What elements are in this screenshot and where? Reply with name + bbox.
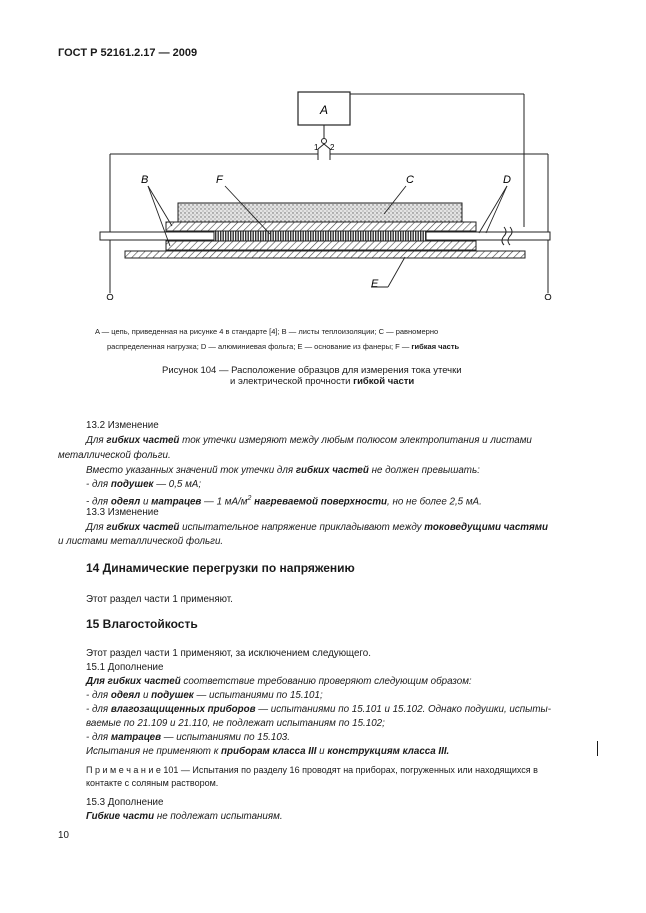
text: , но не более 2,5 мА. xyxy=(387,496,482,508)
text: - для xyxy=(86,496,111,508)
text: — 1 мА/м xyxy=(201,496,248,508)
term: гибких частей xyxy=(107,676,181,687)
switch-label-2: 2 xyxy=(330,143,335,152)
term: нагреваемой поверхности xyxy=(251,496,388,508)
term: токоведущими частями xyxy=(424,522,548,533)
paragraph xyxy=(86,809,283,824)
label-f: F xyxy=(216,174,223,186)
load-c xyxy=(178,203,462,222)
insulation-top xyxy=(166,222,476,231)
term: гибких частей xyxy=(295,465,369,476)
text: - для xyxy=(86,479,111,490)
switch-label-1: 1 xyxy=(314,143,319,152)
term: приборам класса III xyxy=(221,746,317,757)
text: и xyxy=(140,690,152,701)
paragraph: металлической фольги. xyxy=(58,450,171,461)
figure-legend-line xyxy=(107,339,459,354)
text: не должен превышать: xyxy=(368,465,480,476)
term: матрацев xyxy=(151,496,202,508)
subclause-title: 15.3 Дополнение xyxy=(86,797,164,808)
paragraph xyxy=(86,463,480,478)
term: влагозащищенных приборов xyxy=(110,704,256,715)
note: контакте с соляным раствором. xyxy=(86,778,219,788)
subclause-title: 13.2 Изменение xyxy=(86,420,159,431)
label-b: B xyxy=(141,174,149,186)
leader-line xyxy=(486,186,507,233)
text: Для xyxy=(86,522,107,533)
term: Для xyxy=(86,676,108,687)
flexible-part-f xyxy=(214,231,426,241)
text: — испытаниями по 15.101; xyxy=(193,690,323,701)
paragraph: Этот раздел части 1 применяют, за исключением следующего. xyxy=(86,648,371,659)
text: Испытания не применяют к xyxy=(86,746,222,757)
list-item xyxy=(86,730,290,745)
paragraph xyxy=(86,674,472,689)
section-heading: 15 Влагостойкость xyxy=(86,617,198,631)
terminal xyxy=(545,294,551,300)
text: ток утечки измеряют между любым полюсом электропитания и листами xyxy=(179,435,532,446)
text: испытательное напряжение прикладывают между xyxy=(179,522,425,533)
term: конструкциям класса III. xyxy=(327,746,450,757)
text: — испытаниями по 15.101 и 15.102. Однако подушки, испыты- xyxy=(255,704,551,715)
caption-term: гибкой части xyxy=(353,376,415,387)
circuit-box-label: A xyxy=(319,103,329,117)
section-heading: 14 Динамические перегрузки по напряжению xyxy=(86,561,355,575)
text: - для xyxy=(86,690,111,701)
note-label: П р и м е ч а н и е 101 xyxy=(86,765,179,775)
base-e xyxy=(125,251,525,258)
text: — 0,5 мА; xyxy=(153,479,202,490)
legend-text: распределенная нагрузка; D — алюминиевая фольга; E — основание из фанеры; F — xyxy=(107,342,412,351)
figure-caption xyxy=(230,376,414,387)
text: Для xyxy=(86,435,107,446)
term: подушек xyxy=(151,690,194,701)
list-item xyxy=(86,702,551,717)
wire xyxy=(318,144,324,149)
paragraph xyxy=(86,744,449,759)
insulation-bottom xyxy=(166,241,476,250)
label-e: E xyxy=(371,278,379,290)
figure-caption: Рисунок 104 — Расположение образцов для измерения тока утечки xyxy=(162,365,462,376)
term: одеял xyxy=(110,690,141,701)
label-d: D xyxy=(503,174,511,186)
text: Вместо указанных значений ток утечки для xyxy=(86,465,296,476)
list-item xyxy=(86,477,201,492)
label-c: C xyxy=(406,174,414,186)
text: - для xyxy=(86,732,111,743)
text: — испытаниями по 15.103. xyxy=(161,732,290,743)
list-item xyxy=(86,688,323,703)
switch-contact xyxy=(322,139,327,144)
term: подушек xyxy=(110,479,154,490)
term: одеял xyxy=(110,496,141,508)
change-bar xyxy=(597,741,598,756)
text: и xyxy=(316,746,328,757)
terminal xyxy=(107,294,113,300)
figure-legend-line: A — цепь, приведенная на рисунке 4 в стандарте [4]; B — листы теплоизоляции; C — равномерно xyxy=(95,327,439,336)
page-number: 10 xyxy=(58,830,69,841)
paragraph: Этот раздел части 1 применяют. xyxy=(86,594,233,605)
term: Гибкие части xyxy=(86,811,155,822)
term: гибких частей xyxy=(106,522,180,533)
list-item: ваемые по 21.109 и 21.110, не подлежат испытаниям по 15.102; xyxy=(86,718,385,729)
document-header: ГОСТ Р 52161.2.17 — 2009 xyxy=(58,47,198,59)
text: не подлежат испытаниям. xyxy=(154,811,283,822)
paragraph: и листами металлической фольги. xyxy=(58,536,224,547)
note-text: — Испытания по разделу 16 проводят на приборах, погруженных или находящихся в xyxy=(178,765,538,775)
caption-text: и электрической прочности xyxy=(230,376,354,387)
text: и xyxy=(140,496,152,508)
legend-term: гибкая часть xyxy=(411,342,460,351)
term: матрацев xyxy=(110,732,162,743)
subclause-title: 13.3 Изменение xyxy=(86,507,159,518)
text: соответствие требованию проверяют следующим образом: xyxy=(180,676,472,687)
subclause-title: 15.1 Дополнение xyxy=(86,662,164,673)
superscript: 2 xyxy=(247,495,252,502)
leader-line xyxy=(388,257,405,287)
text: - для xyxy=(86,704,111,715)
paragraph xyxy=(86,433,532,448)
paragraph xyxy=(86,520,548,535)
figure-104-diagram xyxy=(0,0,646,300)
term: гибких частей xyxy=(106,435,180,446)
leader-line xyxy=(479,186,507,233)
